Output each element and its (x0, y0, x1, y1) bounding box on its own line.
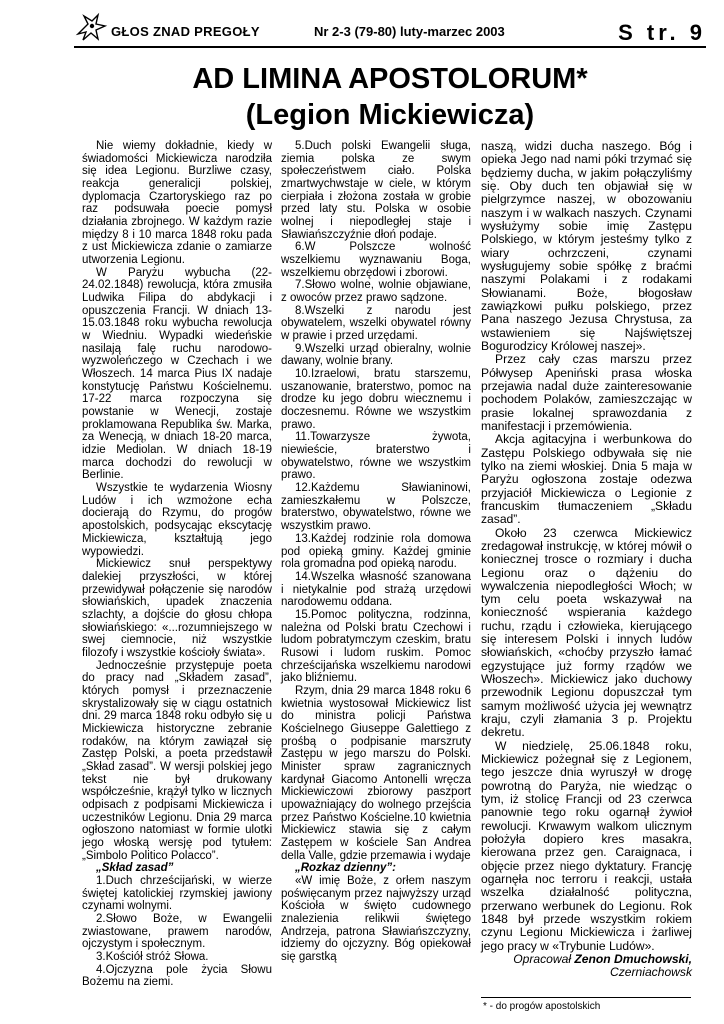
column-2 (281, 140, 471, 964)
paragraph: Wszystkie te wydarzenia Wiosny Ludów i ich wzmożone echa docierają do Rzymu, do progów apostolskich, podsycając ekscytację Mickiewicza, kształtują jego wypowiedzi. (82, 482, 272, 558)
footnote-divider (481, 997, 691, 998)
point-item: 6.W Polszcze wolność wszelkiemu wyznawaniu Boga, wszelkiemu obrzędowi i zborowi. (281, 241, 471, 279)
point-item: 10.Izraelowi, bratu starszemu, uszanowanie, braterstwo, pomoc na drodze ku jego dobru wiecznemu i doczesnemu. Równe we wszystkim prawo. (281, 368, 471, 431)
paragraph: naszą, widzi ducha naszego. Bóg i opieka Jego nad nami póki trzymać się będziemy ducha, w jakim połączyliśmy się. Oby duch ten objawiał się w pielgrzymce naszej, w obozowaniu naszym i w walkach naszych. Czynami wysłużymy sobie imię Zastępu Polskiego, w którym jesteśmy tylko z wiary ochrzczeni, czynami wysługujemy sobie spółkę z braćmi naszymi Polakami i z rodakami Słowianami. Boże, błogosław zawiązkowi pułku polskiego, przez Pana naszego Jezusa Chrystusa, za wstawieniem się Najświętszej Bogurodzicy Królowej naszej». (481, 139, 692, 353)
masthead-title: GŁOS ZNAD PREGOŁY (111, 24, 260, 39)
point-item: 1.Duch chrześcijański, w wierze świętej katolickiej rzymskiej jawiony czynami wolnymi. (82, 874, 272, 913)
paragraph: W niedzielę, 25.06.1848 roku, Mickiewicz pożegnał się z Legionem, tego jeszcze dnia wyruszył w drogę powrotną do Paryża, nie wiedząc o tym, iż stolicę Francji od 23 czerwca panownie tego roku ogarnął żywioł rewolucji. Krwawym walkom ulicznym położyła dopiero kres masakra, kierowana przez gen. Caraignaca, i objęcie przez niego dyktatury. Francję ogarnęła noc terroru i reakcji, ustała wszelka działalność polityczna, przerwano werbunek do Legionu. Rok 1848 był przede wszystkim rokiem czynu Legionu Mickiewicza i żarliwej jego pracy w «Trybunie Ludów». (481, 738, 692, 953)
header-divider (74, 46, 706, 48)
column-1 (82, 140, 272, 989)
bird-emblem-icon (74, 12, 108, 44)
paragraph: Jednocześnie przystępuje poeta do pracy nad „Składem zasad”, których pomysł i przeznaczenie skrystalizowały się w ciągu ostatnich dni. 29 marca 1848 roku odbyło się u Mickiewicza historyczne zebranie rodaków, na którym zawiązał się Zastęp Polski, a poeta przedstawił „Skład zasad”. W wersji polskiej jego tekst nie był drukowany współcześnie, krążył tylko w licznych odpisach z podpisami Mickiewicza i uczestników Legionu. Dnia 29 marca ogłoszono natomiast w formie ulotki jego włoską wersję pod tytułem: „Simbolo Politico Polacco”. (82, 659, 272, 862)
paragraph: Około 23 czerwca Mickiewicz zredagował instrukcję, w której mówił o koniecznej trosce o rozmiary i ducha Legionu oraz o dążeniu do wywalczenia niepodległości Włoch; w tym celu poeta wskazywał na konieczność wspierania każdego ruchu, rządu i człowieka, kierującego się interesem Polski i innych ludów słowiańskich, «choćby przyszło łamać egzystujące już formy rządów we Włoszech». Mickiewicz jako duchowy przewodnik Legionu dopuszczał tym samym możliwość użycia jej wewnątrz kraju, czyli złamania 3 p. Projektu dekretu. (481, 525, 692, 740)
article-subtitle: (Legion Mickiewicza) (245, 99, 535, 131)
section-heading: „Skład zasad” (96, 862, 174, 875)
paragraph: «W imię Boże, z orłem naszym poświęcanym przez najwyższy urząd Kościoła w święto cudownego znalezienia relikwii świętego Andrzeja, patrona Sławiańszczyzny, idziemy do ojczyzny. Bóg opiekował się garstką (281, 874, 471, 963)
column-3 (481, 140, 692, 980)
point-item: 2.Słowo Boże, w Ewangelii zwiastowane, prawem narodów, ojczystym i społecznym. (82, 912, 272, 951)
paragraph: W Paryżu wybucha (22-24.02.1848) rewolucja, która zmusiła Ludwika Filipa do abdykacji i opuszczenia Francji. W dniach 13-15.03.1848 roku wybucha rewolucja w Wiedniu. Wypadki wiedeńskie nasilają falę ruchu narodowo-wyzwoleńczego w Czechach i we Włoszech. 14 marca Pius IX nadaje konstytucję Państwu Kościelnemu. 17-22 marca rozpoczyna się powstanie w Wenecji, zostaje proklamowana Republika św. Marka, za Wenecją, w dniach 18-20 marca, idzie Mediolan. W dniach 18-19 marca dochodzi do rewolucji w Berlinie. (82, 266, 272, 482)
point-item: 8.Wszelki z narodu jest obywatelem, wszelki obywatel równy w prawie i przed urzędami. (281, 304, 471, 343)
point-item: 3.Kościół stróż Słowa. (96, 951, 209, 963)
point-item: 13.Każdej rodzinie rola domowa pod opieką gminy. Każdej gminie rola gromadna pod opieką narodu. (281, 532, 471, 571)
footnote: * - do progów apostolskich (483, 1001, 601, 1012)
page-number: S tr. 9 (618, 20, 706, 45)
author-place: Czerniachowsk (610, 965, 692, 980)
author-name: Zenon Dmuchowski, (574, 952, 692, 967)
issue-number: Nr 2-3 (79-80) luty-marzec 2003 (314, 24, 505, 39)
article-title: AD LIMINA APOSTOLORUM* (192, 63, 588, 95)
paragraph: Nie wiemy dokładnie, kiedy w świadomości Mickiewicza narodziła się idea Legionu. Burzliwe czasy, reakcja generalicji polskiej, dyplomacja Czartoryskiego raz po raz podsuwała poecie pomysł działania zbrojnego. W każdym razie między 8 i 10 marca 1848 roku pada z ust Mickiewicza zdanie o zamiarze utworzenia Legionu. (82, 140, 272, 267)
section-heading: „Rozkaz dzienny”: (295, 862, 396, 875)
point-item: 4.Ojczyzna pole życia Słowu Bożemu na ziemi. (82, 963, 272, 989)
point-item: 14.Wszelka własność szanowana i nietykalnie pod strażą urzędowi narodowemu oddana. (281, 570, 471, 609)
paragraph: Przez cały czas marszu przez Półwysep Apeniński prasa włoska przejawia nadal duże zainteresowanie pochodem Polaków, zamieszczając w prasie lokalnej sprawozdania z manifestacji i przemówienia. (481, 352, 692, 433)
point-item: 9.Wszelki urząd obieralny, wolnie dawany, wolnie brany. (281, 342, 471, 368)
author-signature (481, 953, 692, 966)
point-item: 15.Pomoc polityczna, rodzinna, należna od Polski bratu Czechowi i ludom pobratymczym czeskim, bratu Rusowi i ludom ruskim. Pomoc chrześcijańska wszelkiemu narodowi jako bliźniemu. (281, 608, 471, 685)
paragraph: Mickiewicz snuł perspektywy dalekiej przyszłości, w której przewidywał połączenie się narodów słowiańskich, upadek znaczenia szlachty, a dojście do głosu chłopa słowiańskiego: «...rozumniejszego w swej ciemnocie, niż wszystkie filozofy i wszystkie kościoły świata». (82, 558, 272, 659)
point-item: 11.Towarzysze żywota, niewieście, braterstwo i obywatelstwo, równe we wszystkim prawo. (281, 431, 471, 482)
point-item: 7.Słowo wolne, wolnie objawiane, z owoców przez prawo sądzone. (281, 279, 471, 305)
point-item: 12.Każdemu Sławianinowi, zamieszkałemu w Polszcze, braterstwo, obywatelstwo, równe we wszystkim prawo. (281, 482, 471, 533)
paragraph: Rzym, dnia 29 marca 1848 roku 6 kwietnia wystosował Mickiewicz list do ministra policji Państwa Kościelnego Giuseppe Galettiego z prośbą o podpisanie marszruty Zastępu w jego marszu do Polski. Minister spraw zagranicznych kardynał Giacomo Antonelli wręcza Mickiewiczowi zbiorowy paszport upoważniający do wolnego przejścia przez Państwo Kościelne.10 kwietnia Mickiewicz stawia się z całym Zastępem w kościele San Andrea della Valle, gdzie przemawia i wydaje (281, 684, 471, 862)
point-item: 5.Duch polski Ewangelii sługa, ziemia polska ze swym społeczeństwem ciało. Polska zmartwychwstaje w ciele, w którym cierpiała i złożona została w grobie przed laty stu. Polska w osobie wolnej i niepodległej staje i Sławiańszczyźnie dłoń podaje. (281, 140, 471, 241)
paragraph: Akcja agitacyjna i werbunkowa do Zastępu Polskiego odbywała się nie tylko na ziemi włoskiej. Dnia 5 maja w Paryżu ogłoszona zostaje odezwa przyjaciół Mickiewicza o Legionie z francuskim tłumaczeniem „Składu zasad”. (481, 432, 692, 527)
signature-prefix: Opracował (513, 952, 572, 967)
